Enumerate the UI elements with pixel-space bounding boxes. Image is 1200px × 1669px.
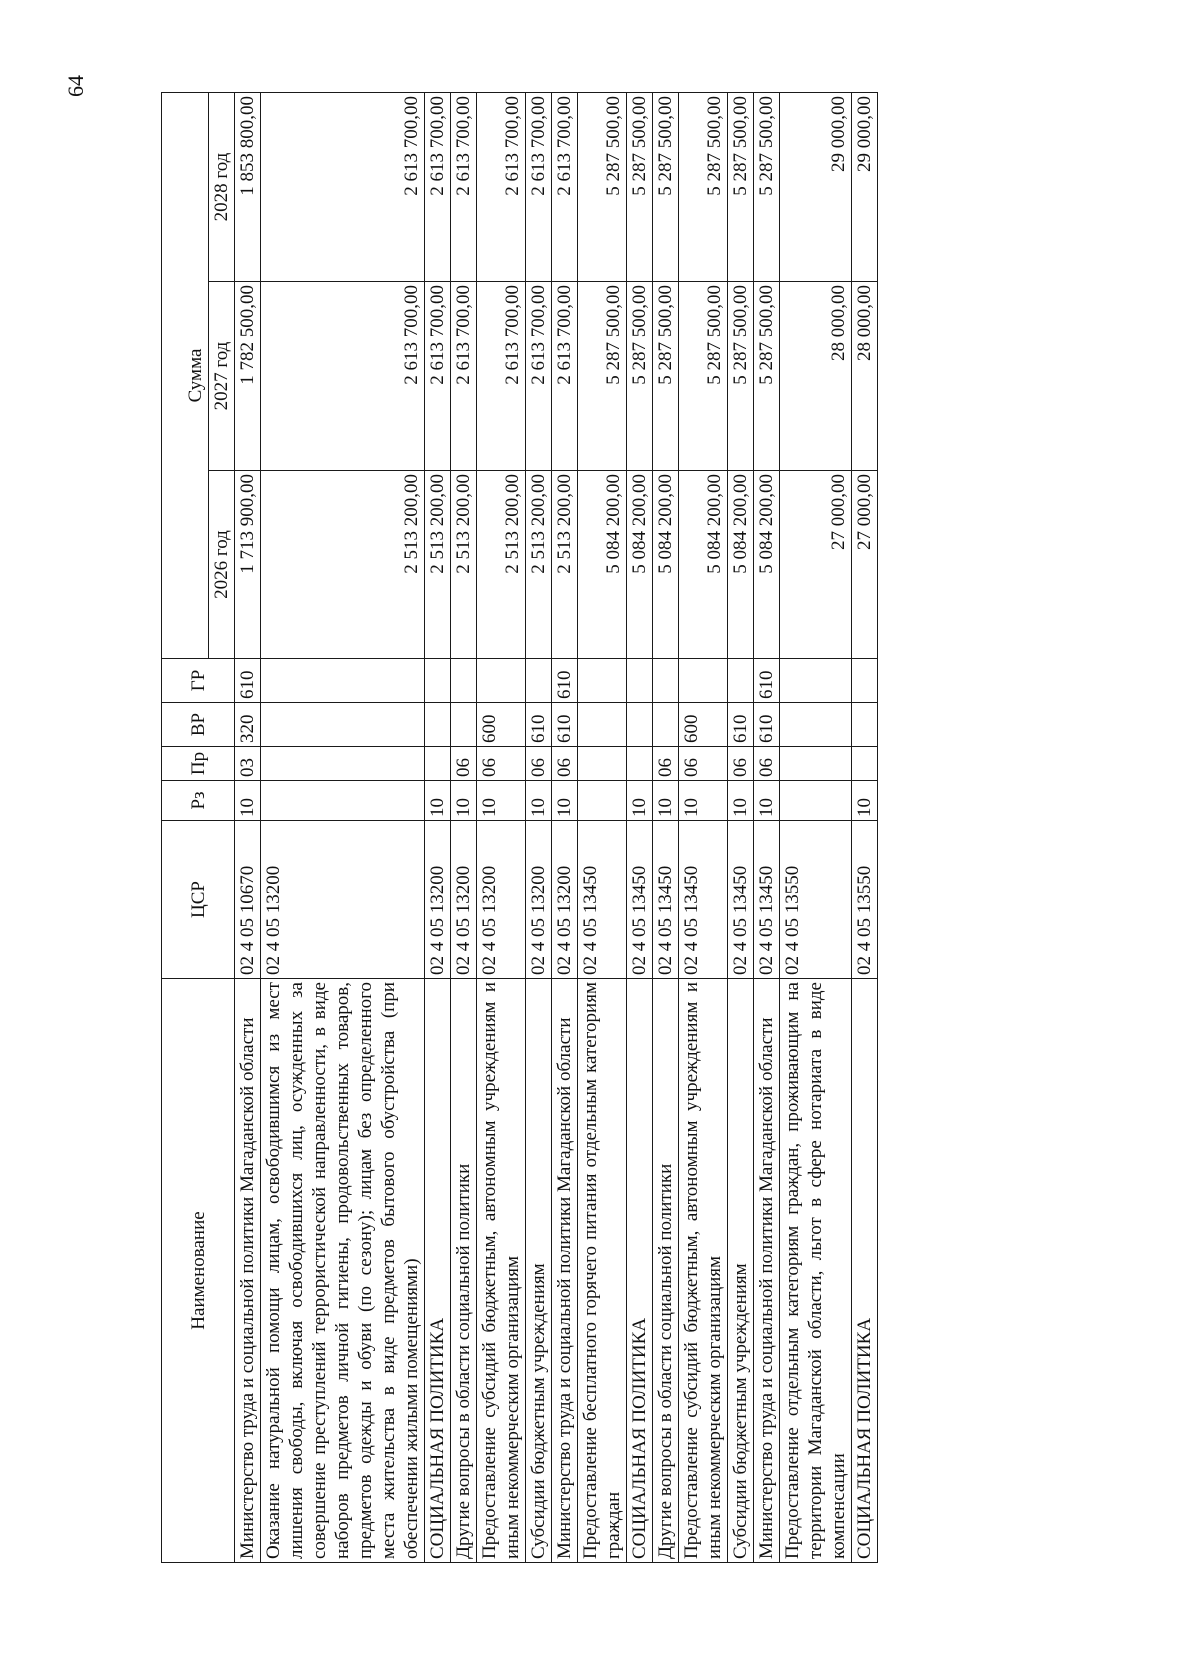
cell-csr: 02 4 05 13450	[754, 821, 780, 979]
cell-pr: 06	[653, 747, 679, 781]
cell-pr: 06	[754, 747, 780, 781]
cell-csr: 02 4 05 13550	[780, 821, 852, 979]
table-row	[477, 92, 526, 1562]
cell-rz	[578, 781, 627, 821]
cell-gr: 610	[235, 659, 261, 703]
cell-sum-2026: 5 084 200,00	[578, 471, 627, 659]
cell-csr: 02 4 05 13200	[526, 821, 552, 979]
cell-sum-2027: 5 287 500,00	[679, 282, 728, 471]
rotated-table-container	[161, 93, 1083, 1563]
cell-csr: 02 4 05 13200	[451, 821, 477, 979]
cell-gr	[653, 659, 679, 703]
cell-sum-2026: 2 513 200,00	[261, 471, 425, 659]
cell-sum-2027: 2 613 700,00	[477, 282, 526, 471]
table-body	[235, 92, 878, 1562]
header-csr: ЦСР	[162, 821, 235, 979]
cell-csr: 02 4 05 13450	[679, 821, 728, 979]
cell-csr: 02 4 05 13450	[578, 821, 627, 979]
header-name: Наименование	[162, 979, 235, 1563]
cell-gr	[852, 659, 878, 703]
cell-sum-2027: 5 287 500,00	[578, 282, 627, 471]
cell-sum-2026: 2 513 200,00	[526, 471, 552, 659]
cell-vr: 600	[477, 703, 526, 747]
cell-csr: 02 4 05 13200	[425, 821, 451, 979]
cell-sum-2028: 2 613 700,00	[425, 92, 451, 281]
cell-rz: 10	[451, 781, 477, 821]
cell-vr	[261, 703, 425, 747]
cell-pr	[780, 747, 852, 781]
cell-sum-2027: 5 287 500,00	[627, 282, 653, 471]
cell-sum-2026: 5 084 200,00	[653, 471, 679, 659]
cell-csr: 02 4 05 13450	[627, 821, 653, 979]
cell-rz: 10	[728, 781, 754, 821]
cell-gr: 610	[552, 659, 578, 703]
table-row	[754, 92, 780, 1562]
cell-sum-2027: 2 613 700,00	[425, 282, 451, 471]
cell-name: Министерство труда и социальной политики Магаданской области	[552, 979, 578, 1563]
cell-pr	[261, 747, 425, 781]
header-year-2027: 2027 год	[209, 282, 235, 471]
cell-sum-2026: 5 084 200,00	[627, 471, 653, 659]
cell-sum-2028: 29 000,00	[780, 92, 852, 281]
cell-sum-2028: 1 853 800,00	[235, 92, 261, 281]
cell-pr: 06	[552, 747, 578, 781]
cell-name: СОЦИАЛЬНАЯ ПОЛИТИКА	[852, 979, 878, 1563]
table-row	[578, 92, 627, 1562]
cell-gr	[728, 659, 754, 703]
cell-rz: 10	[852, 781, 878, 821]
cell-sum-2027: 2 613 700,00	[526, 282, 552, 471]
table-row	[526, 92, 552, 1562]
cell-sum-2027: 28 000,00	[852, 282, 878, 471]
table-row	[235, 92, 261, 1562]
cell-sum-2026: 5 084 200,00	[754, 471, 780, 659]
cell-rz: 10	[754, 781, 780, 821]
cell-vr	[852, 703, 878, 747]
cell-name: Министерство труда и социальной политики Магаданской области	[754, 979, 780, 1563]
cell-rz: 10	[679, 781, 728, 821]
cell-rz: 10	[552, 781, 578, 821]
table-row	[552, 92, 578, 1562]
cell-csr: 02 4 05 13200	[477, 821, 526, 979]
cell-pr: 06	[526, 747, 552, 781]
cell-gr	[261, 659, 425, 703]
page-number: 64	[63, 75, 88, 97]
cell-name: Министерство труда и социальной политики Магаданской области	[235, 979, 261, 1563]
cell-rz: 10	[526, 781, 552, 821]
cell-sum-2028: 5 287 500,00	[653, 92, 679, 281]
cell-sum-2028: 2 613 700,00	[451, 92, 477, 281]
cell-sum-2028: 5 287 500,00	[728, 92, 754, 281]
cell-sum-2028: 29 000,00	[852, 92, 878, 281]
budget-table	[161, 92, 878, 1563]
cell-sum-2026: 1 713 900,00	[235, 471, 261, 659]
cell-sum-2027: 5 287 500,00	[653, 282, 679, 471]
cell-sum-2028: 2 613 700,00	[261, 92, 425, 281]
cell-name: Предоставление бесплатного горячего питания отдельным категориям граждан	[578, 979, 627, 1563]
cell-csr: 02 4 05 13200	[261, 821, 425, 979]
cell-sum-2027: 1 782 500,00	[235, 282, 261, 471]
cell-name: Другие вопросы в области социальной политики	[653, 979, 679, 1563]
cell-rz: 10	[235, 781, 261, 821]
cell-rz: 10	[425, 781, 451, 821]
cell-csr: 02 4 05 13450	[653, 821, 679, 979]
cell-name: Предоставление отдельным категориям граждан, проживающим на территории Магаданской области, льгот в сфере нотариата в виде компенсации	[780, 979, 852, 1563]
cell-sum-2027: 5 287 500,00	[754, 282, 780, 471]
cell-pr: 03	[235, 747, 261, 781]
cell-name: Субсидии бюджетным учреждениям	[526, 979, 552, 1563]
cell-pr	[425, 747, 451, 781]
cell-name: СОЦИАЛЬНАЯ ПОЛИТИКА	[627, 979, 653, 1563]
table-row	[679, 92, 728, 1562]
cell-sum-2026: 5 084 200,00	[728, 471, 754, 659]
cell-gr	[526, 659, 552, 703]
cell-sum-2028: 5 287 500,00	[754, 92, 780, 281]
cell-csr: 02 4 05 13450	[728, 821, 754, 979]
cell-name: Субсидии бюджетным учреждениям	[728, 979, 754, 1563]
header-rz: Рз	[162, 781, 235, 821]
cell-vr: 610	[526, 703, 552, 747]
cell-vr	[578, 703, 627, 747]
table-row	[425, 92, 451, 1562]
header-gr: ГР	[162, 659, 235, 703]
cell-sum-2028: 2 613 700,00	[477, 92, 526, 281]
header-year-2028: 2028 год	[209, 92, 235, 281]
cell-sum-2026: 5 084 200,00	[679, 471, 728, 659]
cell-vr: 320	[235, 703, 261, 747]
cell-name: Предоставление субсидий бюджетным, автономным учреждениям и иным некоммерческим организациям	[477, 979, 526, 1563]
cell-pr: 06	[451, 747, 477, 781]
cell-sum-2027: 28 000,00	[780, 282, 852, 471]
cell-pr: 06	[728, 747, 754, 781]
cell-sum-2028: 2 613 700,00	[552, 92, 578, 281]
header-vr: ВР	[162, 703, 235, 747]
header-sum: Сумма	[162, 92, 209, 658]
cell-sum-2027: 2 613 700,00	[261, 282, 425, 471]
cell-rz	[780, 781, 852, 821]
table-row	[852, 92, 878, 1562]
cell-sum-2026: 27 000,00	[852, 471, 878, 659]
cell-sum-2026: 2 513 200,00	[425, 471, 451, 659]
cell-csr: 02 4 05 10670	[235, 821, 261, 979]
cell-vr	[425, 703, 451, 747]
cell-rz: 10	[477, 781, 526, 821]
cell-vr	[451, 703, 477, 747]
cell-csr: 02 4 05 13550	[852, 821, 878, 979]
table-row	[780, 92, 852, 1562]
header-pr: Пр	[162, 747, 235, 781]
cell-pr: 06	[477, 747, 526, 781]
table-row	[451, 92, 477, 1562]
cell-pr	[578, 747, 627, 781]
cell-sum-2028: 2 613 700,00	[526, 92, 552, 281]
cell-sum-2027: 2 613 700,00	[451, 282, 477, 471]
cell-name: Предоставление субсидий бюджетным, автономным учреждениям и иным некоммерческим организациям	[679, 979, 728, 1563]
cell-vr	[653, 703, 679, 747]
cell-sum-2026: 2 513 200,00	[477, 471, 526, 659]
cell-name: Оказание натуральной помощи лицам, освободившимся из мест лишения свободы, включая освободившихся лиц, осужденных за совершение преступлений террористической направленности, в виде наборов предметов личной гигиены, продовольственных товаров, предметов одежды и обуви (по сезону); лицам без определенного места жительства в виде предметов бытового обустройства (при обеспечении жилыми помещениями)	[261, 979, 425, 1563]
cell-gr	[451, 659, 477, 703]
cell-sum-2028: 5 287 500,00	[679, 92, 728, 281]
cell-gr	[679, 659, 728, 703]
cell-pr	[852, 747, 878, 781]
cell-gr	[627, 659, 653, 703]
table-row	[261, 92, 425, 1562]
table-row	[627, 92, 653, 1562]
cell-sum-2027: 2 613 700,00	[552, 282, 578, 471]
cell-pr: 06	[679, 747, 728, 781]
cell-gr	[425, 659, 451, 703]
cell-gr	[578, 659, 627, 703]
cell-gr: 610	[754, 659, 780, 703]
header-year-2026: 2026 год	[209, 471, 235, 659]
cell-sum-2027: 5 287 500,00	[728, 282, 754, 471]
cell-name: Другие вопросы в области социальной политики	[451, 979, 477, 1563]
cell-vr: 600	[679, 703, 728, 747]
cell-vr: 610	[728, 703, 754, 747]
cell-name: СОЦИАЛЬНАЯ ПОЛИТИКА	[425, 979, 451, 1563]
cell-pr	[627, 747, 653, 781]
cell-rz: 10	[653, 781, 679, 821]
cell-vr: 610	[552, 703, 578, 747]
cell-csr: 02 4 05 13200	[552, 821, 578, 979]
cell-sum-2026: 2 513 200,00	[552, 471, 578, 659]
cell-gr	[780, 659, 852, 703]
table-row	[728, 92, 754, 1562]
cell-sum-2028: 5 287 500,00	[627, 92, 653, 281]
cell-rz: 10	[627, 781, 653, 821]
header-row-1	[162, 92, 209, 1562]
cell-sum-2026: 2 513 200,00	[451, 471, 477, 659]
cell-rz	[261, 781, 425, 821]
cell-vr: 610	[754, 703, 780, 747]
cell-vr	[780, 703, 852, 747]
cell-sum-2028: 5 287 500,00	[578, 92, 627, 281]
table-row	[653, 92, 679, 1562]
cell-gr	[477, 659, 526, 703]
cell-sum-2026: 27 000,00	[780, 471, 852, 659]
cell-vr	[627, 703, 653, 747]
